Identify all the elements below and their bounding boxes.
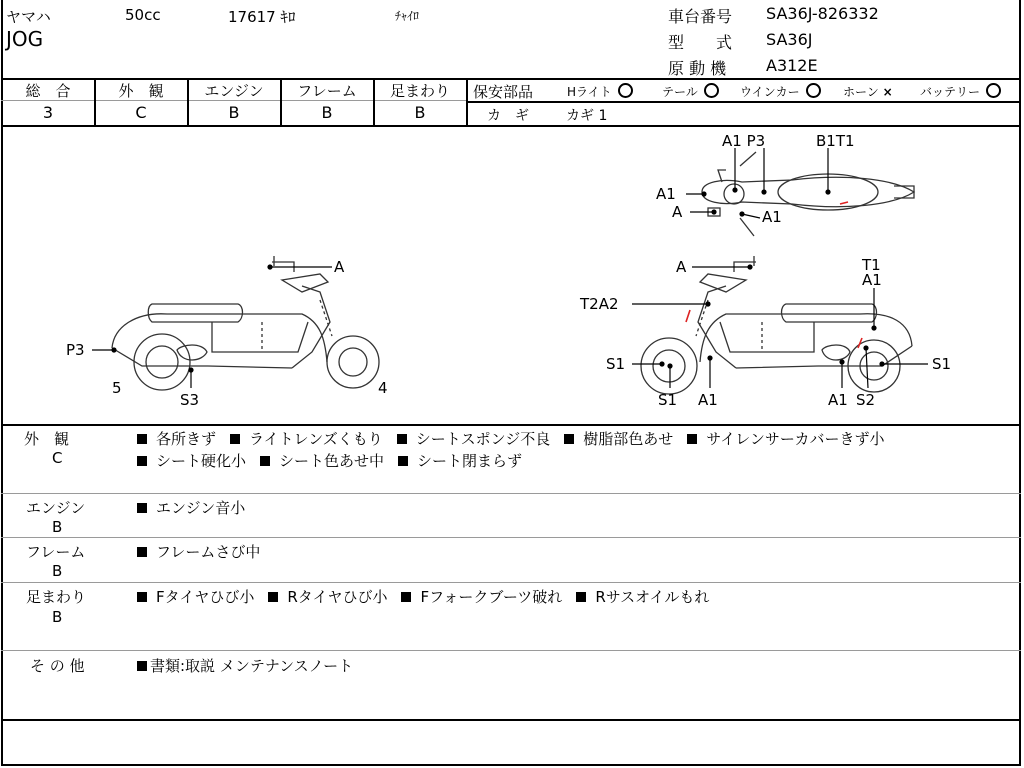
diagram-label: A1: [656, 185, 676, 203]
section-exterior-items-line1: [137, 428, 885, 449]
divider: [466, 78, 468, 126]
section-engine-label: エンジン: [26, 499, 86, 517]
bullet-square-icon: [137, 547, 147, 557]
safety-item-label: ホーン: [843, 85, 879, 99]
defect-item: 書類:取説 メンテナンスノート: [137, 657, 353, 675]
bullet-square-icon: [576, 592, 586, 602]
safety-item-headlight: [567, 83, 633, 100]
bullet-square-icon: [230, 434, 240, 444]
bullet-square-icon: [260, 456, 270, 466]
mileage: 17617 ｷﾛ: [228, 8, 296, 26]
bullet-square-icon: [137, 456, 147, 466]
model-name: JOG: [6, 27, 44, 51]
diagram-label: T2A2: [580, 295, 619, 313]
diagram-label: 4: [378, 379, 388, 397]
divider: [1, 537, 1021, 538]
bullet-square-icon: [401, 592, 411, 602]
diagram-label: A1: [762, 208, 782, 226]
type-value: SA36J: [766, 30, 813, 49]
engine-note: ﾁｬｲﾛ: [395, 9, 420, 23]
diagram-label: A1: [698, 391, 718, 409]
safety-item-battery: [920, 83, 1001, 100]
divider: [1, 719, 1021, 721]
section-engine-items: [137, 497, 245, 518]
defect-item: シート色あせ中: [260, 452, 384, 470]
bullet-square-icon: [137, 434, 147, 444]
safety-item-tail: [662, 83, 719, 100]
diagram-label: S1: [932, 355, 952, 373]
frame-grade: B: [321, 103, 333, 122]
diagram-label: B1T1: [816, 132, 855, 150]
suspension-label: 足まわり: [389, 82, 450, 100]
defect-item: エンジン音小: [137, 499, 245, 517]
diagram-label: A: [334, 258, 345, 276]
section-suspension-grade: B: [52, 608, 63, 626]
bullet-square-icon: [397, 434, 407, 444]
diagram-label: A1: [828, 391, 848, 409]
section-exterior-items-line2: [137, 450, 522, 471]
ok-circle-icon: [704, 83, 719, 98]
engine-label: エンジン: [204, 82, 264, 100]
bullet-square-icon: [137, 592, 147, 602]
diagram-label: P3: [66, 341, 85, 359]
exterior-label: 外 観: [118, 82, 164, 100]
exterior-grade: C: [135, 103, 147, 122]
key-value: カギ 1: [566, 108, 608, 124]
frame-label: フレーム: [297, 82, 357, 100]
key-label: カ ギ: [487, 108, 529, 124]
bullet-square-icon: [564, 434, 574, 444]
safety-label: 保安部品: [473, 83, 534, 101]
section-suspension-items: [137, 586, 709, 607]
ok-circle-icon: [618, 83, 633, 98]
section-frame-items: [137, 541, 260, 562]
section-frame-label: フレーム: [26, 543, 86, 561]
divider: [1, 582, 1021, 583]
section-frame-grade: B: [52, 562, 63, 580]
diagram-label: T1: [862, 256, 881, 274]
divider: [466, 101, 1021, 103]
diagram-label: 5: [112, 379, 122, 397]
bullet-square-icon: [687, 434, 697, 444]
divider: [1, 493, 1021, 494]
defect-item: シートスポンジ不良: [397, 430, 550, 448]
frame-no-label: 車台番号: [668, 7, 733, 26]
motor-label: 原 動 機: [668, 59, 727, 78]
safety-item-winker: [740, 83, 821, 100]
diagram-label: S1: [606, 355, 626, 373]
ok-circle-icon: [986, 83, 1001, 98]
bullet-square-icon: [268, 592, 278, 602]
safety-item-label: テール: [662, 85, 698, 99]
bullet-square-icon: [137, 661, 147, 671]
section-engine-grade: B: [52, 518, 63, 536]
diagram-label: S2: [856, 391, 876, 409]
defect-item: Rタイヤひび小: [268, 588, 387, 606]
motor-value: A312E: [766, 56, 818, 75]
scooter-left-view: [112, 256, 379, 390]
divider: [1, 650, 1021, 651]
defect-item: Fタイヤひび小: [137, 588, 254, 606]
defect-item: 各所きず: [137, 430, 216, 448]
defect-item: シート閉まらず: [398, 452, 522, 470]
safety-item-label: Hライト: [567, 85, 612, 99]
diagram-label: A1 P3: [722, 132, 766, 150]
section-exterior-grade: C: [52, 449, 63, 467]
section-other-label: そ の 他: [30, 657, 85, 675]
defect-item: Fフォークブーツ破れ: [401, 588, 562, 606]
ng-cross-icon: ×: [882, 85, 893, 99]
scooter-top-view: [702, 152, 914, 236]
section-other-items: [137, 655, 353, 676]
suspension-grade: B: [414, 103, 426, 122]
diagram-label: S3: [180, 391, 200, 409]
divider: [1, 424, 1021, 426]
defect-item: シート硬化小: [137, 452, 246, 470]
defect-item: サイレンサーカバーきず小: [687, 430, 884, 448]
defect-item: Rサスオイルもれ: [576, 588, 709, 606]
section-suspension-label: 足まわり: [26, 588, 87, 606]
engine-cc: 50cc: [125, 6, 161, 24]
bullet-square-icon: [137, 503, 147, 513]
defect-item: ライトレンズくもり: [230, 430, 383, 448]
diagram-label: A: [672, 203, 683, 221]
frame-no: SA36J-826332: [766, 4, 879, 23]
diagram-label: A: [676, 258, 687, 276]
diagram-label: S1: [658, 391, 678, 409]
total-grade: 3: [42, 103, 54, 122]
safety-item-label: ウインカー: [740, 85, 800, 99]
defect-item: フレームさび中: [137, 543, 260, 561]
safety-item-horn: [843, 83, 893, 100]
ok-circle-icon: [806, 83, 821, 98]
defect-item: 樹脂部色あせ: [564, 430, 673, 448]
bullet-square-icon: [398, 456, 408, 466]
maker: ヤマハ: [6, 8, 51, 26]
type-label: 型 式: [668, 33, 733, 52]
engine-grade: B: [228, 103, 240, 122]
damage-diagram: [2, 126, 1020, 424]
total-label: 総 合: [25, 82, 71, 100]
section-exterior-label: 外 観: [24, 430, 70, 448]
diagram-label: A1: [862, 271, 882, 289]
safety-item-label: バッテリー: [920, 85, 981, 99]
